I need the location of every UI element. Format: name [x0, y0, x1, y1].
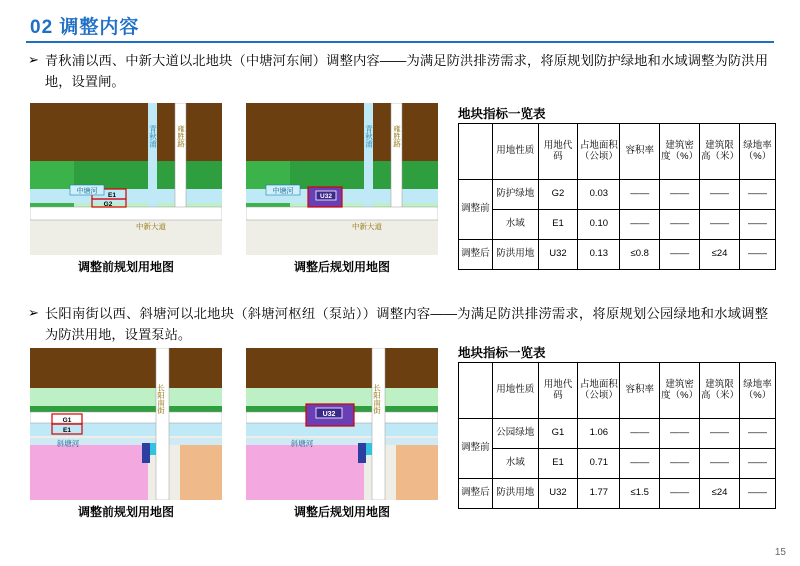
map-caption-after-1: 调整后规划用地图	[293, 260, 390, 274]
table-row	[459, 419, 776, 449]
th-nature: 用地性质	[492, 124, 538, 180]
table-row	[459, 180, 776, 210]
cell-nature: 公园绿地	[492, 419, 538, 449]
svg-text:中新大道: 中新大道	[352, 222, 382, 231]
cell-density: ——	[660, 449, 700, 479]
svg-text:青秋浦: 青秋浦	[148, 125, 158, 148]
th-stage	[459, 363, 493, 419]
table-header-row	[459, 363, 776, 419]
cell-far: ——	[620, 210, 660, 240]
bullet-paragraph-1	[28, 50, 768, 92]
map-before-1	[30, 103, 222, 255]
cell-code: E1	[538, 210, 578, 240]
th-far: 容积率	[620, 124, 660, 180]
bullet-text: 长阳南街以西、斜塘河以北地块（斜塘河枢纽（泵站））调整内容——为满足防洪排涝需求，将原规划公园绿地和水域调整为防洪用地，设置泵站。	[44, 306, 768, 342]
svg-text:长阳南街: 长阳南街	[156, 384, 166, 414]
svg-text:U32: U32	[320, 193, 332, 200]
cell-green: ——	[739, 240, 775, 270]
cell-code: U32	[538, 479, 578, 509]
bullet-text: 青秋浦以西、中新大道以北地块（中塘河东闸）调整内容——为满足防洪排涝需求，将原规划防护绿地和水域调整为防洪用地，设置闸。	[44, 53, 768, 89]
svg-text:中塘河: 中塘河	[272, 188, 294, 195]
cell-code: E1	[538, 449, 578, 479]
svg-text:雍胜路: 雍胜路	[392, 125, 402, 148]
th-code: 用地代码	[538, 363, 578, 419]
cell-far: ——	[620, 419, 660, 449]
cell-nature: 防洪用地	[492, 240, 538, 270]
th-far: 容积率	[620, 363, 660, 419]
cell-density: ——	[660, 419, 700, 449]
cell-height: ——	[700, 210, 740, 240]
bullet-marker: ➢	[28, 305, 39, 320]
map-caption-before-1: 调整前规划用地图	[77, 260, 174, 274]
cell-height: ——	[700, 419, 740, 449]
cell-green: ——	[739, 449, 775, 479]
svg-text:中塘河: 中塘河	[76, 188, 98, 195]
cell-green: ——	[739, 180, 775, 210]
table-row	[459, 240, 776, 270]
cell-nature: 水域	[492, 210, 538, 240]
map-after-2	[246, 348, 438, 500]
bullet-paragraph-2	[28, 303, 768, 345]
table-title-1: 地块指标一览表	[458, 107, 546, 121]
cell-stage-after: 调整后	[459, 479, 493, 509]
cell-nature: 防护绿地	[492, 180, 538, 210]
th-height: 建筑限高（米）	[700, 363, 740, 419]
cell-density: ——	[660, 180, 700, 210]
cell-area: 0.10	[578, 210, 620, 240]
map-caption-before-2: 调整前规划用地图	[77, 505, 174, 519]
cell-area: 1.77	[578, 479, 620, 509]
cell-green: ——	[739, 479, 775, 509]
svg-text:青秋浦: 青秋浦	[364, 125, 374, 148]
th-density: 建筑密度（%）	[660, 124, 700, 180]
table-header-row	[459, 124, 776, 180]
cell-density: ——	[660, 240, 700, 270]
cell-area: 0.03	[578, 180, 620, 210]
map-after-1	[246, 103, 438, 255]
cell-code: G2	[538, 180, 578, 210]
cell-height: ≤24	[700, 479, 740, 509]
page-title: 02 调整内容	[30, 17, 140, 38]
cell-green: ——	[739, 419, 775, 449]
cell-far: ≤1.5	[620, 479, 660, 509]
svg-text:斜塘河: 斜塘河	[56, 439, 80, 448]
cell-code: G1	[538, 419, 578, 449]
cell-height: ——	[700, 449, 740, 479]
cell-density: ——	[660, 210, 700, 240]
th-area: 占地面积（公顷）	[578, 363, 620, 419]
svg-text:U32: U32	[322, 411, 336, 418]
indicators-table-1	[458, 123, 776, 270]
th-height: 建筑限高（米）	[700, 124, 740, 180]
cell-area: 0.71	[578, 449, 620, 479]
cell-height: ——	[700, 180, 740, 210]
th-area: 占地面积（公顷）	[578, 124, 620, 180]
cell-nature: 水域	[492, 449, 538, 479]
cell-height: ≤24	[700, 240, 740, 270]
cell-stage-before: 调整前	[459, 419, 493, 479]
svg-text:E1: E1	[63, 427, 71, 434]
cell-stage-after: 调整后	[459, 240, 493, 270]
cell-density: ——	[660, 479, 700, 509]
table-row	[459, 449, 776, 479]
cell-area: 0.13	[578, 240, 620, 270]
cell-area: 1.06	[578, 419, 620, 449]
cell-green: ——	[739, 210, 775, 240]
svg-text:G1: G1	[62, 417, 72, 424]
th-stage	[459, 124, 493, 180]
svg-text:长阳南街: 长阳南街	[372, 384, 382, 414]
svg-text:E1: E1	[108, 192, 116, 199]
page-number: 15	[774, 547, 786, 558]
th-density: 建筑密度（%）	[660, 363, 700, 419]
cell-far: ——	[620, 449, 660, 479]
th-code: 用地代码	[538, 124, 578, 180]
cell-far: ——	[620, 180, 660, 210]
bullet-marker: ➢	[28, 52, 39, 67]
cell-stage-before: 调整前	[459, 180, 493, 240]
th-green: 绿地率（%）	[739, 124, 775, 180]
table-row	[459, 210, 776, 240]
table-row	[459, 479, 776, 509]
svg-text:G2: G2	[103, 201, 113, 208]
svg-text:斜塘河: 斜塘河	[290, 439, 314, 448]
svg-text:雍胜路: 雍胜路	[176, 125, 186, 148]
indicators-table-2	[458, 362, 776, 509]
cell-code: U32	[538, 240, 578, 270]
svg-text:中新大道: 中新大道	[136, 222, 166, 231]
map-before-2	[30, 348, 222, 500]
cell-far: ≤0.8	[620, 240, 660, 270]
table-title-2: 地块指标一览表	[458, 346, 546, 360]
map-caption-after-2: 调整后规划用地图	[293, 505, 390, 519]
cell-nature: 防洪用地	[492, 479, 538, 509]
title-divider	[26, 41, 774, 43]
th-green: 绿地率（%）	[739, 363, 775, 419]
th-nature: 用地性质	[492, 363, 538, 419]
